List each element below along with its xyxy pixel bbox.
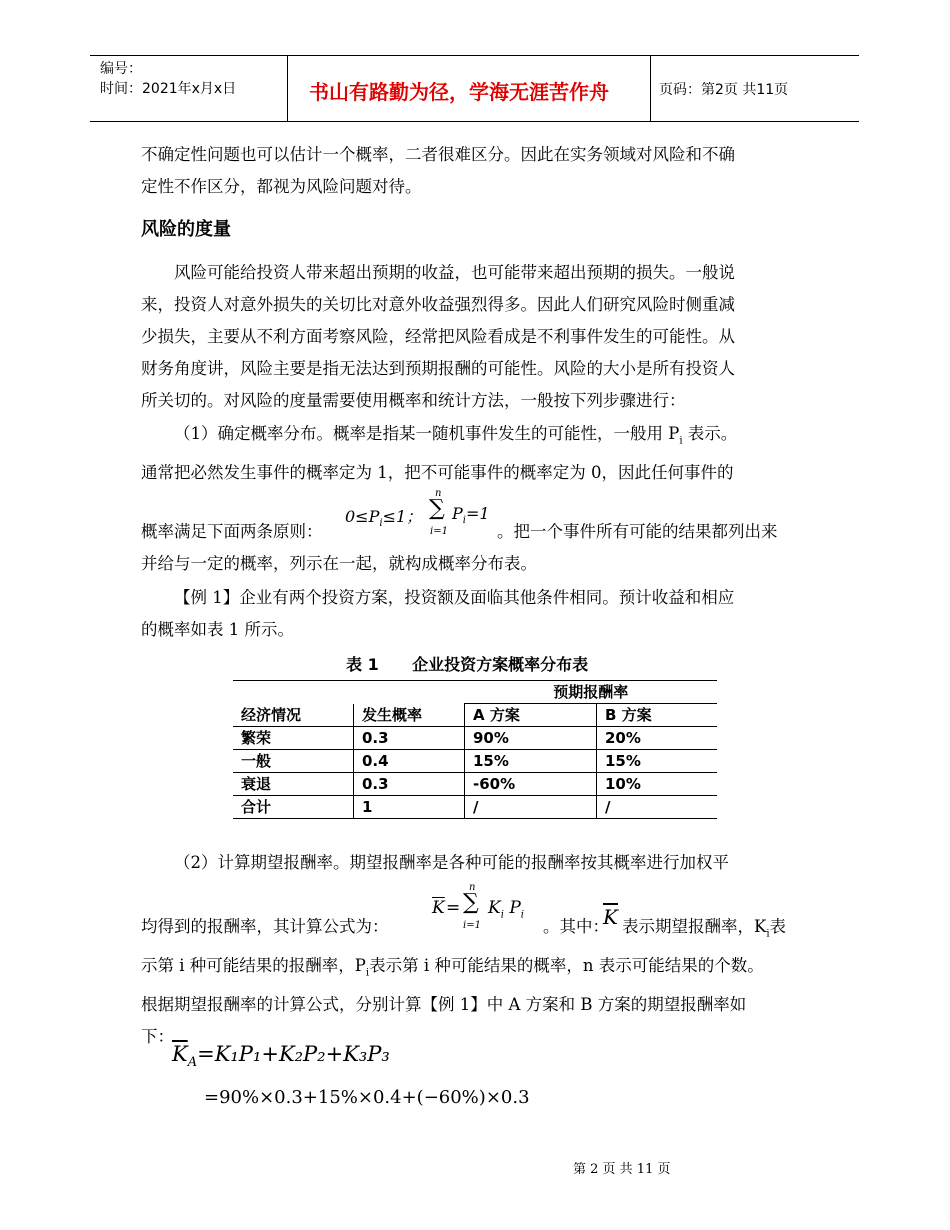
sum-upper-limit: n <box>469 882 476 893</box>
column-header: 经济情况 <box>241 705 302 724</box>
paragraph-step2-cont <box>141 950 811 1053</box>
sum-upper-limit: n <box>435 488 442 499</box>
table-cell: / <box>465 796 597 819</box>
text-line: 风险可能给投资人带来超出预期的收益，也可能带来超出预期的损失。一般说 <box>174 263 735 282</box>
table-header-row <box>233 704 717 727</box>
text-line: 。其中： <box>543 917 609 936</box>
document-number-label: 编号： <box>100 61 142 77</box>
paragraph-step2 <box>141 847 811 879</box>
probability-rule-formula: $0\le P_i\le 1$； n ∑ i=1 $P_i=1$ <box>345 488 490 537</box>
paragraph-step1-end <box>141 548 811 580</box>
text-line: 均得到的报酬率，其计算公式为： <box>141 917 389 936</box>
text-line: 下： <box>141 1027 174 1047</box>
header-top-rule <box>90 55 859 56</box>
paragraph-step1 <box>141 418 811 489</box>
header-page-info: 页码：第2页 共11页 <box>659 82 789 98</box>
column-header: B 方案 <box>597 704 718 727</box>
table-cell: 15% <box>597 750 718 773</box>
table-row <box>233 750 717 773</box>
table-row <box>233 773 717 796</box>
table-cell: 15% <box>465 750 597 773</box>
paragraph-example <box>141 582 811 646</box>
text-line: 概率满足下面两条原则： <box>141 522 323 541</box>
text-line: 【例 1】企业有两个投资方案，投资额及面临其他条件相同。预计收益和相应 <box>174 588 735 607</box>
text-line: 定性不作区分，都视为风险问题对待。 <box>141 177 422 196</box>
sum-lower-limit: i=1 <box>430 526 448 537</box>
text-line: 来，投资人对意外损失的关切比对意外收益强烈得多。因此人们研究风险时侧重减 <box>141 295 735 314</box>
table-cell: 0.3 <box>354 773 465 796</box>
text-line: 根据期望报酬率的计算公式，分别计算【例 1】中 A 方案和 B 方案的期望报酬率如 <box>141 995 747 1015</box>
table-cell: 繁荣 <box>241 729 272 747</box>
sum-symbol: ∑ <box>463 890 479 915</box>
text-line: 少损失，主要从不利方面考察风险，经常把风险看成是不利事件发生的可能性。从 <box>141 327 735 346</box>
table-row <box>233 727 717 750</box>
text-line: 的概率如表 1 所示。 <box>141 620 294 639</box>
table-cell: 0.4 <box>354 750 465 773</box>
column-header: 发生概率 <box>354 704 465 727</box>
document-date: 时间：2021年x月x日 <box>100 81 237 97</box>
k-bar-symbol: $\overline{K}$ <box>432 898 445 918</box>
table-caption: 表 1 企业投资方案概率分布表 <box>346 655 589 674</box>
text-line: 财务角度讲，风险主要是指无法达到预期报酬的可能性。风险的大小是所有投资人 <box>141 359 735 378</box>
table-row <box>233 796 717 819</box>
table-cell: 20% <box>597 727 718 750</box>
header-bottom-rule <box>90 121 859 122</box>
footer-page-number: 第 2 页 共 11 页 <box>573 1162 671 1177</box>
header-divider-left <box>287 55 288 121</box>
table-cell: 1 <box>354 796 465 819</box>
text-line: 并给与一定的概率，列示在一起，就构成概率分布表。 <box>141 554 537 573</box>
k-bar-symbol: $\overline{K}$ <box>603 905 618 929</box>
text-line: 不确定性问题也可以估计一个概率，二者很难区分。因此在实务领域对风险和不确 <box>141 145 735 164</box>
table-cell: 一般 <box>241 752 272 770</box>
text-line: 表示期望报酬率，$K_i$表 <box>622 917 787 940</box>
sum-symbol: ∑ <box>429 496 445 521</box>
table-cell: / <box>597 796 718 819</box>
table-cell: 90% <box>465 727 597 750</box>
header-motto: 书山有路勤为径，学海无涯苦作舟 <box>309 80 609 104</box>
probability-distribution-table <box>233 680 717 819</box>
text-line: （1）确定概率分布。概率是指某一随机事件发生的可能性，一般用 $P_i$ 表示。 <box>174 424 738 447</box>
table-group-header-row <box>233 681 717 704</box>
section-heading: 风险的度量 <box>141 219 231 240</box>
sum-lower-limit: i=1 <box>463 920 481 931</box>
text-line: （2）计算期望报酬率。期望报酬率是各种可能的报酬率按其概率进行加权平 <box>174 853 729 872</box>
paragraph-intro <box>141 139 811 203</box>
text-line: 。把一个事件所有可能的结果都列出来 <box>497 522 778 541</box>
text-line: 示第 i 种可能结果的报酬率，$P_i$表示第 i 种可能结果的概率，n 表示可能结果的个数。 <box>141 956 764 979</box>
ka-formula-line2: =90%×0.3+15%×0.4+(−60%)×0.3 <box>204 1087 530 1108</box>
ka-formula-line1: $\overline{K}_A=K_1P_1+K_2P_2+K_3P_3$ <box>172 1042 390 1071</box>
table-cell: 0.3 <box>354 727 465 750</box>
group-header-expected-return: 预期报酬率 <box>553 683 629 701</box>
table-cell: 10% <box>597 773 718 796</box>
text-line: 通常把必然发生事件的概率定为 1，把不可能事件的概率定为 0，因此任何事件的 <box>141 463 734 483</box>
table-cell: -60% <box>465 773 597 796</box>
table-cell: 衰退 <box>241 775 272 793</box>
paragraph-risk-measure <box>141 257 811 417</box>
expected-return-formula: $\overline{K}$ = n ∑ i=1 $K_i$ $P_i$ <box>432 882 524 931</box>
column-header: A 方案 <box>465 704 597 727</box>
header-divider-right <box>650 55 651 121</box>
text-line: 所关切的。对风险的度量需要使用概率和统计方法，一般按下列步骤进行： <box>141 391 686 410</box>
table-cell: 合计 <box>241 798 272 816</box>
